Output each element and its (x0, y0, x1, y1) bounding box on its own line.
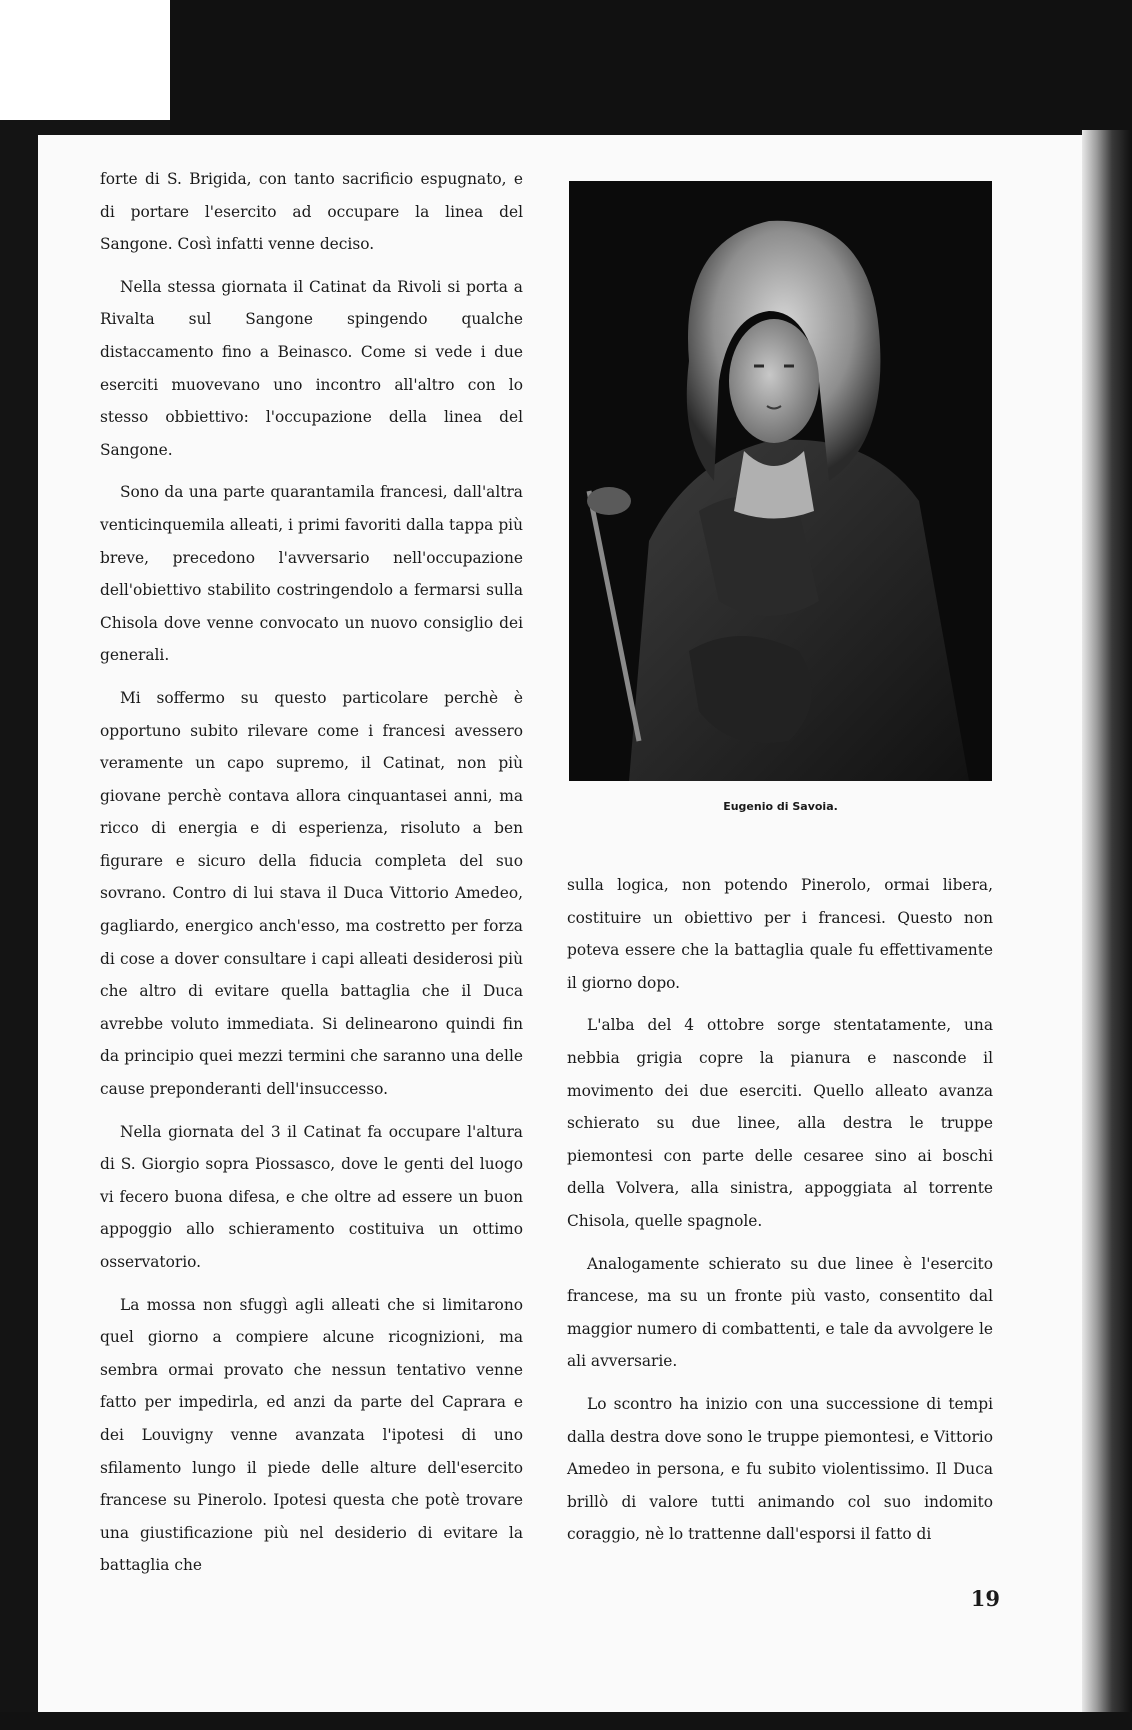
paragraph: La mossa non sfuggì agli alleati che si limitarono quel giorno a compiere alcune ricognizioni, ma sembra ormai provato che nessun tentativo venne fatto per impedirla, ed anzi da parte del Caprara e dei Louvigny venne avanzata l'ipotesi di uno sfilamento lungo il piede delle alture dell'esercito francese su Pinerolo. Ipotesi questa che potè trovare una giustificazione più nel desiderio di evitare la battaglia che (100, 1295, 523, 1575)
paragraph: Analogamente schierato su due linee è l'esercito francese, ma su un fronte più vasto, consentito dal maggior numero di combattenti, e tale da avvolgere le ali avversarie. (567, 1254, 993, 1371)
portrait-image (569, 181, 992, 781)
image-caption: Eugenio di Savoia. (723, 800, 838, 813)
paragraph: L'alba del 4 ottobre sorge stentatamente, una nebbia grigia copre la pianura e nasconde il movimento dei due eserciti. Quello alleato avanza schierato su due linee, alla destra le truppe piemontesi con parte delle cesaree sino ai boschi della Volvera, alla sinistra, appoggiata al torrente Chisola, quelle spagnole. (567, 1016, 993, 1230)
paragraph: Mi soffermo su questo particolare perchè è opportuno subito rilevare come i francesi avessero veramente un capo supremo, il Catinat, non più giovane perchè contava allora cinquantasei anni, ma ricco di energia e di esperienza, risoluto a ben figurare e sicuro della fiducia completa del suo sovrano. Contro di lui stava il Duca Vittorio Amedeo, gagliardo, energico anch'esso, ma costretto per forza di cose a dover consultare i capi alleati desiderosi più che altro di evitare quella battaglia che il Duca avrebbe voluto immediata. Si delinearono quindi fin da principio quei mezzi termini che saranno una delle cause preponderanti dell'insuccesso. (100, 688, 523, 1099)
right-text-column (567, 869, 993, 1561)
portrait-illustration (569, 181, 992, 781)
left-text-column (100, 163, 523, 1592)
paragraph: sulla logica, non potendo Pinerolo, ormai libera, costituire un obiettivo per i francesi. Questo non poteva essere che la battaglia quale fu effettivamente il giorno dopo. (567, 876, 993, 992)
page-number: 19 (970, 1586, 1000, 1611)
paragraph: forte di S. Brigida, con tanto sacrificio espugnato, e di portare l'esercito ad occupare la linea del Sangone. Così infatti venne deciso. (100, 170, 523, 254)
paragraph: Nella stessa giornata il Catinat da Rivoli si porta a Rivalta sul Sangone spingendo qualche distaccamento fino a Beinasco. Come si vede i due eserciti muovevano uno incontro all'altro con lo stesso obbiettivo: l'occupazione della linea del Sangone. (100, 277, 523, 459)
scan-border-bottom (0, 1712, 1132, 1730)
paragraph: Lo scontro ha inizio con una successione di tempi dalla destra dove sono le truppe piemontesi, e Vittorio Amedeo in persona, e fu subito violentissimo. Il Duca brillò di valore tutti animando col suo indomito coraggio, nè lo trattenne dall'esporsi il fatto di (567, 1394, 993, 1544)
scan-border-left (0, 125, 38, 1730)
scan-border-right (1082, 130, 1132, 1730)
scan-border-top (170, 0, 1132, 135)
paragraph: Nella giornata del 3 il Catinat fa occupare l'altura di S. Giorgio sopra Piossasco, dove le genti del luogo vi fecero buona difesa, e che oltre ad essere un buon appoggio allo schieramento costituiva un ottimo osservatorio. (100, 1122, 523, 1271)
paragraph: Sono da una parte quarantamila francesi, dall'altra venticinquemila alleati, i primi favoriti dalla tappa più breve, precedono l'avversario nell'occupazione dell'obiettivo stabilito costringendolo a fermarsi sulla Chisola dove venne convocato un nuovo consiglio dei generali. (100, 483, 523, 665)
